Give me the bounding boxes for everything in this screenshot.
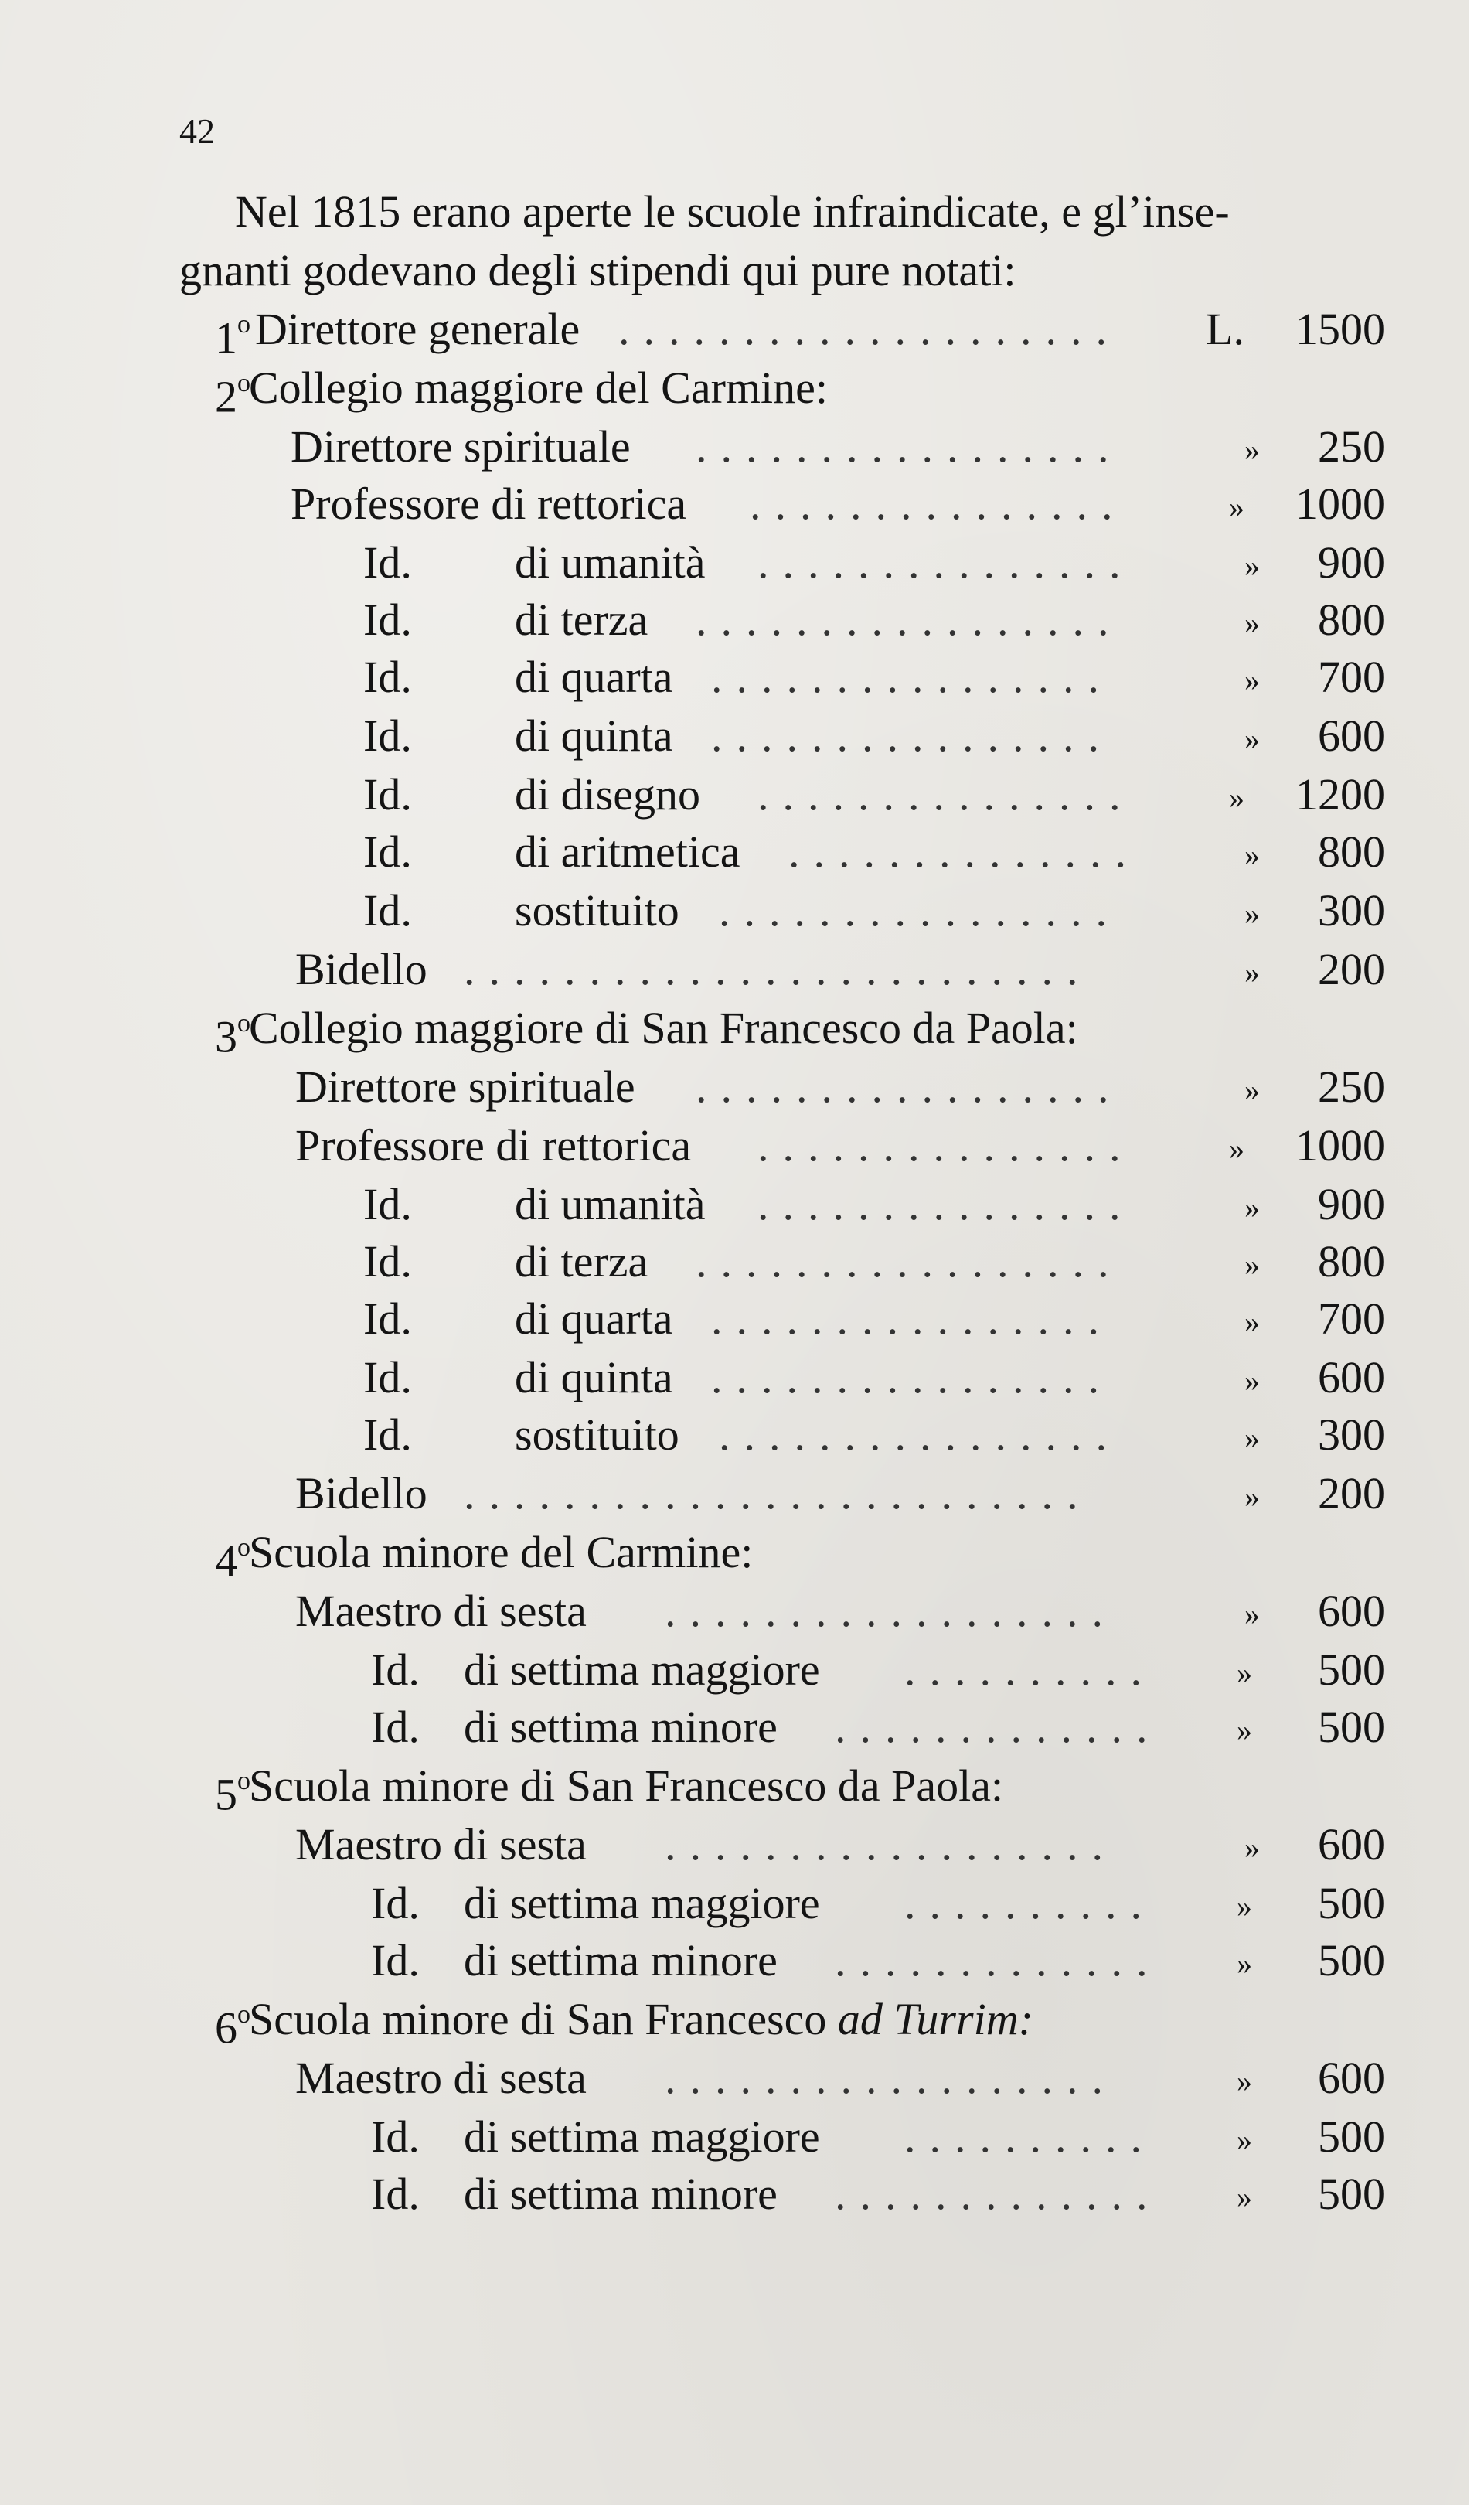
ditto-marker: » (1244, 605, 1260, 640)
item-id: Id. (363, 1179, 412, 1229)
dot-leader: .............. (788, 826, 1140, 877)
amount: 900 (1318, 537, 1385, 588)
section-heading (0, 359, 1469, 422)
item-subject: sostituito (515, 885, 679, 936)
item-subject: di settima minore (464, 2169, 778, 2219)
amount: 500 (1318, 1644, 1385, 1695)
dot-leader: ................ (719, 885, 1121, 936)
item-label: Maestro di sesta (295, 1586, 587, 1636)
list-item (0, 1406, 1469, 1464)
list-item (0, 2049, 1469, 2108)
list-item (0, 1348, 1469, 1407)
item-subject: di quarta (515, 1293, 673, 1344)
item-subject: di disegno (515, 769, 701, 820)
item-id: Id. (363, 1352, 412, 1402)
ditto-marker: » (1237, 2180, 1252, 2214)
amount: 600 (1318, 711, 1385, 761)
section-title: Scuola minore del Carmine: (249, 1527, 754, 1577)
amount: 1200 (1295, 769, 1385, 820)
item-subject: di quarta (515, 652, 673, 702)
item-id: Id. (371, 1702, 420, 1752)
dot-leader: .................. (665, 2053, 1117, 2103)
list-item (0, 823, 1469, 881)
amount: 700 (1318, 652, 1385, 702)
item-id: Id. (371, 2111, 420, 2162)
ditto-marker: » (1229, 780, 1244, 815)
dot-leader: .................... (618, 304, 1121, 354)
item-id: Id. (371, 1935, 420, 1985)
item-id: Id. (363, 652, 412, 702)
item-subject: di quinta (515, 711, 673, 761)
amount: 600 (1318, 1819, 1385, 1869)
dot-leader: ................. (696, 595, 1123, 645)
ditto-marker: » (1244, 1597, 1260, 1631)
list-item (0, 418, 1469, 476)
list-item (0, 533, 1469, 592)
amount: 500 (1318, 1702, 1385, 1752)
list-item (0, 1175, 1469, 1234)
item-subject: di settima maggiore (464, 1644, 820, 1695)
list-item (0, 591, 1469, 649)
dot-leader: ................. (696, 421, 1123, 472)
amount: 600 (1318, 1586, 1385, 1636)
item-subject: di settima maggiore (464, 1878, 820, 1928)
dot-leader: ............. (835, 1702, 1162, 1752)
amount: 300 (1318, 885, 1385, 936)
ditto-marker: » (1229, 489, 1244, 524)
amount: 200 (1318, 944, 1385, 994)
list-item (0, 1698, 1469, 1757)
dot-leader: ......................... (464, 1468, 1092, 1518)
ditto-marker: » (1244, 1420, 1260, 1455)
amount: 1500 (1295, 304, 1385, 354)
ditto-marker: » (1244, 1304, 1260, 1339)
ditto-marker: » (1244, 837, 1260, 872)
item-label: Direttore spirituale (291, 421, 631, 472)
list-item (0, 1641, 1469, 1699)
item-label: Bidello (295, 1468, 427, 1518)
amount: 1000 (1295, 479, 1385, 529)
section-number: 4$^o$ (215, 1533, 250, 1586)
dot-leader: .......... (904, 1644, 1156, 1695)
item-subject: di settima minore (464, 1935, 778, 1985)
section-heading (0, 1990, 1469, 2053)
dot-leader: ............... (757, 769, 1135, 820)
amount: 200 (1318, 1468, 1385, 1518)
ditto-marker: » (1244, 432, 1260, 467)
item-subject: di quinta (515, 1352, 673, 1402)
section-title: Direttore generale (255, 304, 580, 354)
dot-leader: ............... (757, 1179, 1135, 1229)
item-id: Id. (371, 2169, 420, 2219)
amount: 700 (1318, 1293, 1385, 1344)
item-subject: di settima maggiore (464, 2111, 820, 2162)
list-item (0, 707, 1469, 765)
section-title-italic: ad Turrim: (837, 1994, 1033, 2044)
list-item (0, 1058, 1469, 1116)
ditto-marker: » (1237, 1889, 1252, 1924)
item-id: Id. (363, 769, 412, 820)
dot-leader: ............. (835, 2169, 1162, 2219)
amount: 500 (1318, 2111, 1385, 2162)
dot-leader: ............... (750, 479, 1127, 529)
list-item (0, 1815, 1469, 1874)
section-title: Collegio maggiore del Carmine: (249, 363, 828, 413)
section-number: 5$^o$ (215, 1767, 250, 1820)
item-label: Direttore spirituale (295, 1062, 635, 1112)
dot-leader: ................ (719, 1409, 1121, 1460)
ditto-marker: » (1244, 1363, 1260, 1398)
ditto-marker: » (1244, 721, 1260, 756)
dot-leader: ................ (711, 1293, 1113, 1344)
item-id: Id. (363, 1236, 412, 1287)
amount: 250 (1318, 1062, 1385, 1112)
section-heading (0, 999, 1469, 1062)
ditto-marker: » (1237, 2064, 1252, 2098)
dot-leader: ................ (711, 1352, 1113, 1402)
item-label: Bidello (295, 944, 427, 994)
amount: 300 (1318, 1409, 1385, 1460)
amount: 800 (1318, 1236, 1385, 1287)
item-label: Professore di rettorica (291, 479, 687, 529)
item-label: Professore di rettorica (295, 1120, 692, 1171)
dot-leader: .......... (904, 2111, 1156, 2162)
item-id: Id. (363, 711, 412, 761)
amount: 500 (1318, 1878, 1385, 1928)
section-title: Scuola minore di San Francesco da Paola: (249, 1760, 1004, 1811)
item-subject: di aritmetica (515, 826, 740, 877)
item-label: Maestro di sesta (295, 1819, 587, 1869)
list-item (0, 475, 1469, 533)
amount: 600 (1318, 2053, 1385, 2103)
section-number: 6$^o$ (215, 2000, 250, 2053)
item-id: Id. (363, 595, 412, 645)
list-item (0, 1232, 1469, 1291)
item-subject: di settima minore (464, 1702, 778, 1752)
ditto-marker: » (1237, 1946, 1252, 1981)
ditto-marker: » (1237, 2122, 1252, 2157)
dot-leader: ................. (696, 1062, 1123, 1112)
ditto-marker: » (1244, 1479, 1260, 1514)
dot-leader: .................. (665, 1586, 1117, 1636)
amount: 800 (1318, 595, 1385, 645)
ditto-marker: » (1244, 1190, 1260, 1225)
amount: 600 (1318, 1352, 1385, 1402)
list-item (0, 1116, 1469, 1175)
section-number: 3$^o$ (215, 1009, 250, 1062)
dot-leader: ................. (696, 1236, 1123, 1287)
ditto-marker: » (1229, 1131, 1244, 1166)
item-id: Id. (363, 537, 412, 588)
item-id: Id. (363, 1409, 412, 1460)
list-item (0, 2108, 1469, 2166)
list-item (0, 1464, 1469, 1523)
list-item (0, 1290, 1469, 1348)
item-label: Maestro di sesta (295, 2053, 587, 2103)
dot-leader: ............... (757, 1120, 1135, 1171)
ditto-marker: » (1244, 1830, 1260, 1865)
amount: 800 (1318, 826, 1385, 877)
ditto-marker: » (1237, 1655, 1252, 1690)
list-item (0, 881, 1469, 940)
ditto-marker: » (1244, 663, 1260, 697)
dot-leader: .................. (665, 1819, 1117, 1869)
section-heading (0, 300, 1469, 363)
item-id: Id. (371, 1878, 420, 1928)
item-subject: di umanità (515, 537, 706, 588)
amount: 500 (1318, 1935, 1385, 1985)
item-id: Id. (363, 885, 412, 936)
item-id: Id. (363, 1293, 412, 1344)
dot-leader: .......... (904, 1878, 1156, 1928)
section-heading (0, 1523, 1469, 1586)
list-item (0, 2165, 1469, 2224)
amount: 250 (1318, 421, 1385, 472)
ditto-marker: » (1244, 896, 1260, 931)
list-item (0, 1874, 1469, 1933)
amount: 500 (1318, 2169, 1385, 2219)
section-title: Scuola minore di San Francesco ad Turrim: (249, 1994, 1033, 2044)
intro-line-2: gnanti godevano degli stipendi qui pure notati: (179, 245, 1016, 295)
item-subject: di terza (515, 1236, 648, 1287)
item-id: Id. (363, 826, 412, 877)
item-subject: di umanità (515, 1179, 706, 1229)
intro-line-1: Nel 1815 erano aperte le scuole infraindicate, e gl’inse- (235, 186, 1230, 237)
section-number: 2$^o$ (215, 369, 250, 422)
page-number: 42 (179, 111, 215, 151)
list-item (0, 940, 1469, 999)
amount: 1000 (1295, 1120, 1385, 1171)
ditto-marker: » (1244, 1247, 1260, 1282)
section-heading (0, 1757, 1469, 1820)
list-item (0, 648, 1469, 707)
ditto-marker: » (1244, 1072, 1260, 1107)
ditto-marker: » (1244, 548, 1260, 583)
amount: 900 (1318, 1179, 1385, 1229)
item-subject: di terza (515, 595, 648, 645)
section-number: 1$^o$ (215, 310, 250, 363)
dot-leader: ................ (711, 652, 1113, 702)
list-item (0, 1931, 1469, 1990)
ditto-marker: » (1237, 1713, 1252, 1747)
list-item (0, 765, 1469, 824)
item-subject: sostituito (515, 1409, 679, 1460)
dot-leader: ............... (757, 537, 1135, 588)
item-id: Id. (371, 1644, 420, 1695)
currency-marker: L. (1206, 304, 1244, 354)
list-item (0, 1582, 1469, 1641)
dot-leader: ................ (711, 711, 1113, 761)
dot-leader: ............. (835, 1935, 1162, 1985)
section-title: Collegio maggiore di San Francesco da Paola: (249, 1003, 1078, 1053)
dot-leader: ......................... (464, 944, 1092, 994)
ditto-marker: » (1244, 955, 1260, 990)
